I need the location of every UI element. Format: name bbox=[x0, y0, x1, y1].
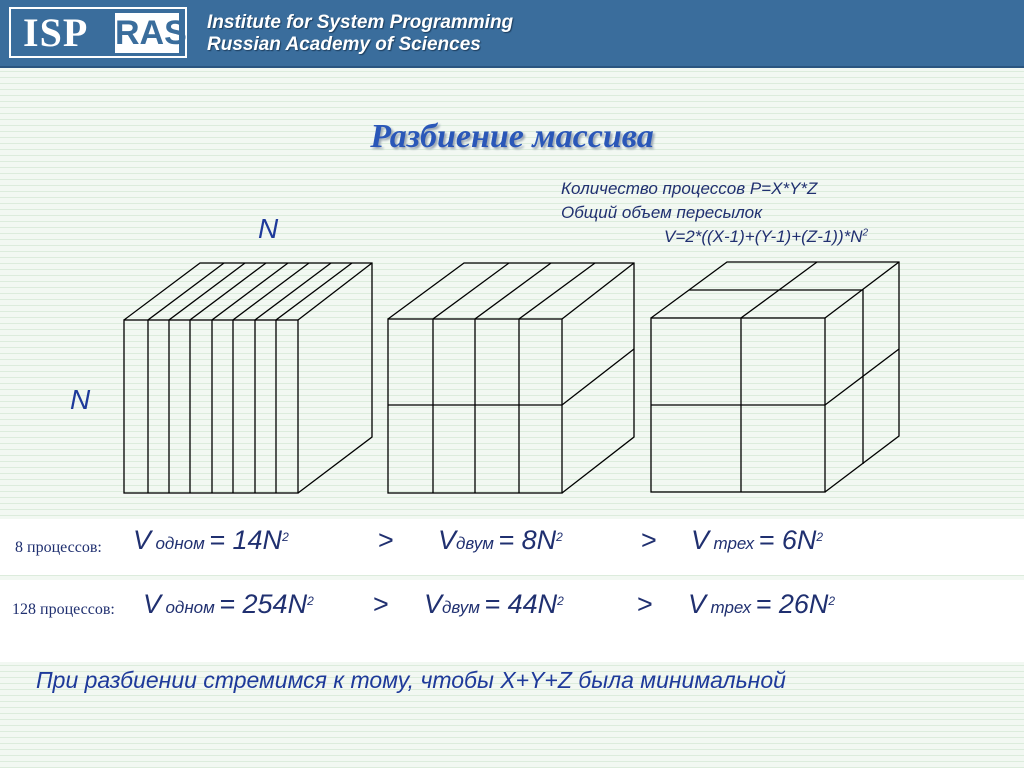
v-one-expr: V одном = $14N^2$ bbox=[133, 525, 289, 555]
volume-formula-text: V=2*((X-1)+(Y-1)+(Z-1))*N bbox=[664, 227, 863, 246]
cube1-slab-6 bbox=[255, 263, 331, 493]
logo-isp-text: ISP bbox=[23, 10, 89, 55]
logo-ras-text: RAS bbox=[115, 14, 187, 52]
row-label: 8 процессов: bbox=[15, 539, 102, 556]
greater-sign-2: > bbox=[641, 525, 657, 555]
v-one-expr: V одном = $254N^2$ bbox=[143, 589, 314, 619]
v-two-expr: Vдвум = $44N^2$ bbox=[424, 589, 564, 619]
row-label: 128 процессов: bbox=[12, 601, 115, 618]
v-three-expr: V трех = $26N^2$ bbox=[688, 589, 836, 619]
cube1-slab-7 bbox=[276, 263, 352, 493]
cube2-column-3 bbox=[519, 263, 595, 493]
greater-sign-2: > bbox=[637, 589, 653, 619]
volume-formula-exponent: 2 bbox=[862, 227, 869, 239]
slide-title: Разбиение массива bbox=[370, 118, 654, 155]
cube2-column-1 bbox=[433, 263, 509, 493]
cube-3d-decomposition bbox=[651, 262, 899, 492]
institute-name: Institute for System Programming bbox=[207, 12, 514, 33]
cube2-edge bbox=[562, 263, 634, 319]
cube3-depth-split bbox=[689, 290, 863, 464]
cube2-horizontal-split bbox=[388, 349, 634, 405]
greater-sign-1: > bbox=[373, 589, 389, 619]
academy-name: Russian Academy of Sciences bbox=[207, 34, 481, 55]
cube-2d-decomposition bbox=[388, 263, 634, 493]
cube3-horizontal-split bbox=[651, 349, 899, 405]
v-three-expr: V трех = $6N^2$ bbox=[691, 525, 824, 555]
process-count-text: Количество процессов P=X*Y*Z bbox=[561, 179, 818, 198]
transfer-volume-text: Общий объем пересылок bbox=[561, 203, 763, 222]
axis-label-left: N bbox=[70, 384, 91, 415]
cube1-edge bbox=[298, 263, 372, 320]
cube3-vertical-split bbox=[741, 262, 817, 492]
v-two-expr: Vдвум = $8N^2$ bbox=[438, 525, 563, 555]
axis-label-top: N bbox=[258, 213, 279, 244]
cube1-front-face bbox=[124, 320, 298, 493]
greater-sign-1: > bbox=[378, 525, 394, 555]
cube2-column-2 bbox=[475, 263, 551, 493]
conclusion-text: При разбиении стремимся к тому, чтобы X+Y+Z была минимальной bbox=[36, 667, 786, 693]
cube-1d-decomposition bbox=[124, 263, 372, 493]
cube1-outline bbox=[124, 263, 372, 493]
